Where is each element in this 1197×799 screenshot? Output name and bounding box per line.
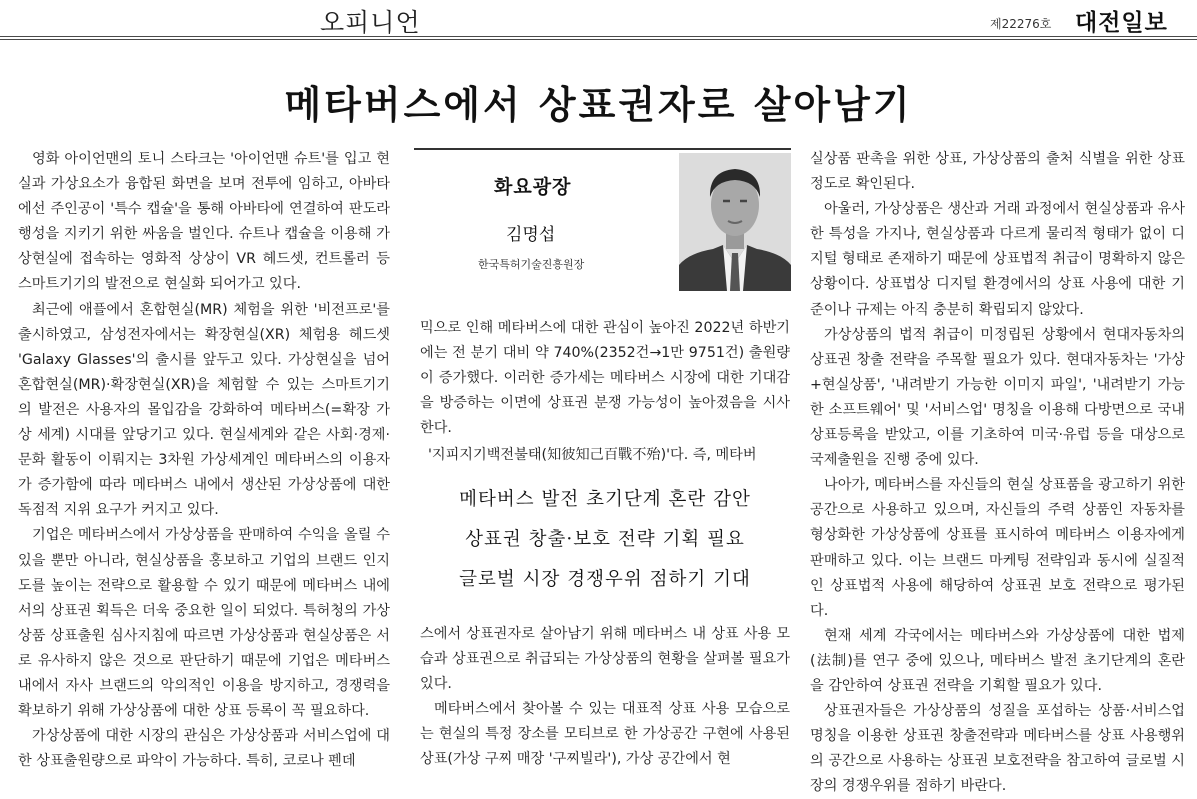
- pull-quote-line: 메타버스 발전 초기단계 혼란 감안: [459, 489, 751, 510]
- newspaper-name: 대전일보: [1075, 10, 1168, 36]
- pull-quote: [420, 480, 790, 600]
- author-photo: [679, 153, 791, 291]
- article-column-2-bottom: [420, 622, 790, 773]
- paragraph: 최근에 애플에서 혼합현실(MR) 체험을 위한 '비전프로'를 출시하였고, 삼성전자에서는 확장현실(XR) 체험용 헤드셋 'Galaxy Glasses'의 출시를 앞두고 있다. 가상현실을 넘어 혼합현실(MR)·확장현실(XR)을 체험할 수 있는 스마트기기의 발전은 사용자의 몰입감을 강화하여 메타버스(=확장 가상 세계) 시대를 앞당기고 있다. 현실세계와 같은 사회·경제·문화 활동이 이뤄지는 3차원 가상세계인 메타버스의 이용자가 증가함에 따라 메타버스 내에서 생산된 가상상품에 대한 독점적 지위 요구가 커지고 있다.: [18, 301, 390, 519]
- article-column-2-top: [420, 316, 790, 469]
- paragraph: 영화 아이언맨의 토니 스타크는 '아이언맨 슈트'를 입고 현실과 가상요소가 융합된 화면을 보며 전투에 임하고, 아바타에선 주인공이 '특수 캡슐'을 통해 아바타에 연결하여 판도라 행성을 지키기 위한 싸움을 벌인다. 슈트나 캡슐을 이용해 가상현실에 접속하는 영화적 상상이 VR 헤드셋, 컨트롤러 등 스마트기기의 발전으로 현실화 되어가고 있다.: [18, 151, 390, 293]
- paragraph: 나아가, 메타버스를 자신들의 현실 상표품을 광고하기 위한 공간으로 사용하고 있으며, 자신들의 주력 상품인 자동차를 형상화한 가상상품에 상표를 표시하여 메타버스 이용자에게 판매하고 있다. 이는 브랜드 마케팅 전략임과 동시에 실질적인 상표법적 사용에 해당하여 상표권 보호 전략으로 평가된다.: [810, 477, 1185, 619]
- paragraph: 가상상품에 대한 시장의 관심은 가상상품과 서비스업에 대한 상표출원량으로 파악이 가능하다. 특히, 코로나 펜데: [18, 728, 390, 770]
- author-name: 김명섭: [506, 225, 556, 245]
- byline-box: [414, 148, 791, 290]
- paragraph: 메타버스에서 찾아볼 수 있는 대표적 상표 사용 모습으로는 현실의 특정 장소를 모티브로 한 가상공간 구현에 사용된 상표(가상 구찌 매장 '구찌빌라'), 가상 공간에서 현: [420, 701, 790, 768]
- paragraph: 현재 세계 각국에서는 메타버스와 가상상품에 대한 법제(法制)를 연구 중에 있으나, 메타버스 발전 초기단계의 혼란을 감안하여 상표권 전략을 기획할 필요가 있다.: [810, 627, 1185, 694]
- paragraph: 실상품 판촉을 위한 상표, 가상상품의 출처 식별을 위한 상표 정도로 확인된다.: [810, 151, 1185, 193]
- issue-number: 제22276호: [990, 17, 1052, 31]
- paragraph: 믹으로 인해 메타버스에 대한 관심이 높아진 2022년 하반기에는 전 분기 대비 약 740%(2352건→1만 9751건) 출원량이 증가했다. 이러한 증가세는 메타버스 시장에 대한 기대감을 방증하는 이면에 상표권 분쟁 가능성이 높아졌음을 시사한다.: [420, 320, 790, 437]
- paragraph: 스에서 상표권자로 살아남기 위해 메타버스 내 상표 사용 모습과 상표권으로 취급되는 가상상품의 현황을 살펴볼 필요가 있다.: [420, 626, 790, 693]
- paragraph: 기업은 메타버스에서 가상상품을 판매하여 수익을 올릴 수 있을 뿐만 아니라, 현실상품을 홍보하고 기업의 브랜드 인지도를 높이는 전략으로 활용할 수 있기 때문에 메타버스 내에서의 상표권 획득은 더욱 중요한 일이 되었다. 특허청의 가상상품 상표출원 심사지침에 따르면 가상상품과 현실상품은 서로 유사하지 않은 것으로 판단하기 때문에 기업은 메타버스 내에서 자사 브랜드의 악의적인 이용을 방지하고, 경쟁력을 확보하기 위해 가상상품에 대한 상표 등록이 꼭 필요하다.: [18, 527, 390, 720]
- section-name: 오피니언: [320, 8, 421, 37]
- article-column-3: [810, 147, 1185, 799]
- masthead: [0, 0, 1197, 40]
- article-headline: 메타버스에서 상표권자로 살아남기: [284, 82, 913, 127]
- pull-quote-line: 상표권 창출·보호 전략 기획 필요: [465, 529, 745, 550]
- paragraph: '지피지기백전불태(知彼知己百戰不殆)'다. 즉, 메타버: [428, 447, 757, 464]
- author-portrait-image: [679, 153, 791, 291]
- article-column-1: [18, 147, 390, 774]
- author-title: 한국특허기술진흥원장: [478, 258, 585, 271]
- paragraph: 가상상품의 법적 취급이 미정립된 상황에서 현대자동차의 상표권 창출 전략을 주목할 필요가 있다. 현대자동차는 '가상+현실상품', '내려받기 가능한 이미지 파일', '내려받기 가능한 소프트웨어' 및 '서비스업' 명칭을 이용해 다방면으로 국내 상표등록을 받았고, 이를 기초하여 미국·유럽 등을 대상으로 국제출원을 진행 중에 있다.: [810, 326, 1185, 469]
- pull-quote-line: 글로벌 시장 경쟁우위 점하기 기대: [459, 569, 751, 590]
- column-name: 화요광장: [494, 176, 572, 198]
- paragraph: 상표권자들은 가상상품의 성질을 포섭하는 상품·서비스업 명칭을 이용한 상표권 창출전략과 메타버스를 상표 사용행위의 공간으로 사용하는 상표권 보호전략을 참고하여 글로벌 시장의 경쟁우위를 점하기 바란다.: [810, 703, 1185, 795]
- paragraph: 아울러, 가상상품은 생산과 거래 과정에서 현실상품과 유사한 특성을 가지나, 현실상품과 다르게 물리적 형태가 없이 디지털 형태로 존재하기 때문에 상표법적 취급이 명확하지 않은 상황이다. 상표법상 디지털 환경에서의 상표 사용에 대한 기준이나 규제는 아직 충분히 확립되지 않았다.: [810, 201, 1185, 318]
